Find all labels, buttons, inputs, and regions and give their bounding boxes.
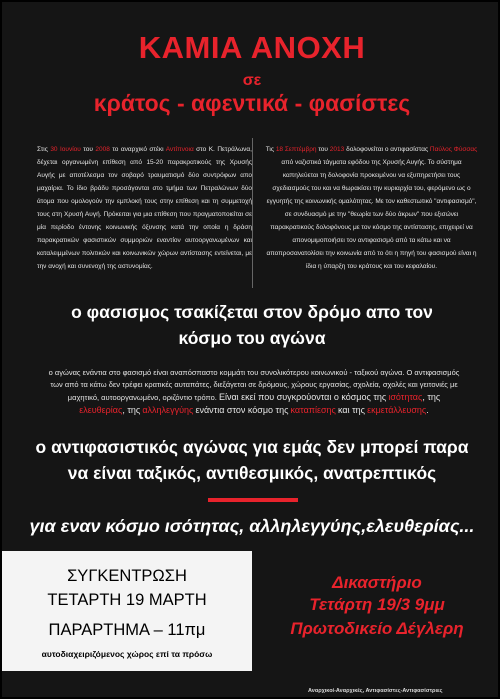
text: ενάντια στον κόσμο της [195, 405, 289, 415]
text: , της [422, 392, 441, 402]
left-column-text [37, 143, 252, 273]
slogan-class-struggle [2, 434, 500, 486]
text: δολοφονείται ο αντιφασίστας [346, 146, 429, 153]
highlight-year: 2008 [95, 146, 110, 153]
gathering-label: ΣΥΓΚΕΝΤΡΩΣΗ [67, 567, 187, 585]
text: το αναρχικό στέκι [112, 146, 164, 153]
text: από ναζιστικά τάγματα εφόδου της Χρυσής Αυγής. Το σύστημα καπηλεύεται τη δολοφονία προκειμένου να εξυπηρετήσει τους σχεδιασμούς του και να θωρακίσει την κυριαρχία του, φερόμενο ως ο εγγυητής της κοινωνικής ομαλότητας. Με τον καθεστωτικό "αντιφασισμό", σε συνδυασμό με την "θεωρία των δύο άκρων" που εξισώνει παρακρατικούς δολοφόνους με τον κόσμο της αντίστασης, επιχειρεί να απονομιμοποιήσει τον αντιφασισμό από τα κάτω και να αποπροσανατολίσει την κοινωνία από το ότι η πηγή του φασισμού είναι η ίδια η ύπαρξη του κράτους και του κεφαλαίου. [266, 159, 477, 270]
highlight-word: αλληλεγγύης [142, 405, 194, 415]
court-place: Πρωτοδικείο Δέγλερη [290, 619, 464, 638]
column-divider [252, 138, 253, 288]
text: και της [337, 405, 365, 415]
slogan-line: ο αντιφασιστικός αγώνας για εμάς δεν μπορεί παρα [35, 437, 469, 457]
text: Τις [265, 146, 274, 153]
highlight-date: 30 Ιουνίου [50, 146, 81, 153]
poster-title: ΚΑΜΙΑ ΑΝΟΧΗ [138, 30, 366, 65]
highlight-date: 18 Σεπτέμβρη [275, 146, 317, 153]
highlight-place: Αντίπνοια [165, 146, 194, 153]
gathering-date: ΤΕΤΑΡΤΗ 19 ΜΑΡΤΗ [47, 591, 207, 609]
text: του [318, 146, 328, 153]
court-box [252, 551, 500, 671]
text: στο Κ. Πετράλωνα, δέχεται οργανωμένη επίθεση από 15-20 παρακρατικούς της Χρυσής Αυγής με αποτέλεσμα τον σοβαρό τραυματισμό δύο συντρόφων απο μαχαίρια. Το ίδιο βράδυ προσάγονται στο τμήμα των Πετραλώνων δύο άτομα που ομολογούν την εμπλοκή τους στην επίθεση και τη συμμετοχή τους στη Χρυσή Αυγή. Πρόκειται για μια επίθεση που πραγματοποιείται σε μία περίοδο έντονης κοινωνικής όξυνσης κατά την οποία η δράση παρακρατικών φασιστικών συμμοριών εναντίον αυτοοργανωμένων και καταλειμμένων πολιτικών και κοινωνικών χώρων αντίστασης εντείνεται, με την ανοχή και συνενοχή της αστυνομίας. [37, 146, 252, 270]
text: του [83, 146, 93, 153]
highlight-name: Παύλος Φύσσας [429, 146, 478, 153]
highlight-word: εκμετάλλευσης [367, 405, 427, 415]
highlight-word: ισότητας [388, 392, 423, 402]
text: ο αγώνας ενάντια στο φασισμό είναι αναπόσπαστο κομμάτι του συνολικότερου κοινωνικού - ταξικού αγώνα. Ο αντιφασισμός των από τα κάτω δεν τρέφει κρατικές αυταπάτες, διεξάγεται σε δρόμους, χώρους εργασίας, σχολεία, σχολές και γειτονιές με μαχητικό, αυτοοργανωμένο, οριζόντιο τρόπο. [48, 368, 460, 402]
slogan-line: κόσμο του αγώνα [178, 328, 326, 348]
highlight-word: καταπίεσης [290, 405, 336, 415]
text: Στις [37, 146, 48, 153]
gathering-box [2, 551, 252, 671]
gathering-place-time: ΠΑΡΑΡΤΗΜΑ – 11πμ [48, 621, 206, 639]
highlight-year: 2013 [329, 146, 345, 153]
text: , της [122, 405, 141, 415]
text: Είναι εκεί που συγκρούονται ο κόσμος της [218, 392, 387, 402]
signature: Αναρχικοί-Αναρχικές, Αντιφασίστες-Αντιφασίστριες [308, 688, 443, 694]
court-date: Τετάρτη 19/3 9μμ [309, 595, 445, 614]
slogan-street [2, 299, 500, 351]
subtitle-targets: κράτος - αφεντικά - φασίστες [93, 90, 411, 116]
subtitle-se: σε [242, 72, 262, 89]
slogan-line: να είναι ταξικός, αντιθεσμικός, ανατρεπτικός [67, 463, 437, 483]
slogan-equality: για εναν κόσμο ισότητας, αλληλεγγύης,ελευθερίας... [29, 516, 475, 536]
highlight-word: ελευθερίας [79, 405, 123, 415]
text: . [426, 405, 429, 415]
gathering-place-note: αυτοδιαχειριζόμενος χώρος επί τα πρόσω [41, 649, 213, 659]
court-label: Δικαστήριο [332, 573, 422, 592]
struggle-paragraph [44, 367, 464, 417]
slogan-line: ο φασισμος τσακίζεται στον δρόμο απο τον [71, 302, 433, 322]
right-column-text [264, 143, 479, 273]
red-divider [208, 498, 298, 502]
